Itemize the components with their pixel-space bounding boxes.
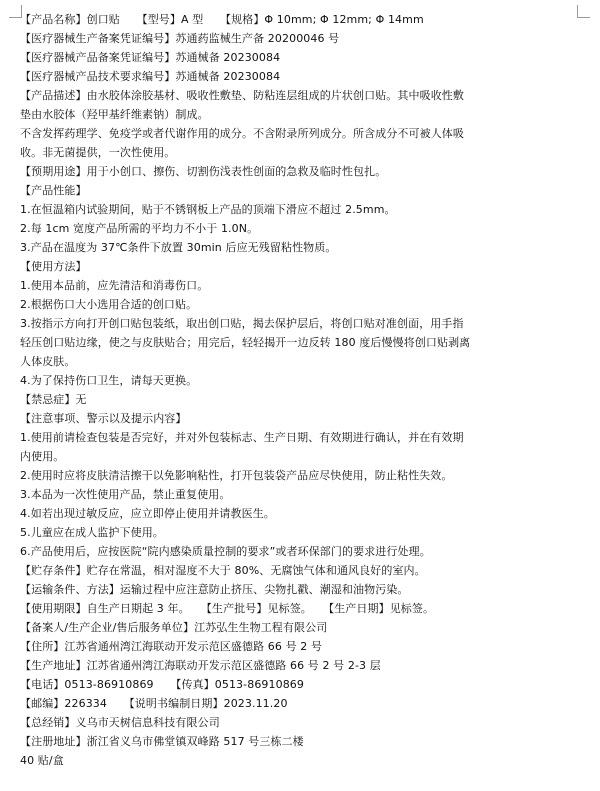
text-line: 1.使用本品前，应先清洁和消毒伤口。 — [20, 279, 209, 292]
text-line: 垫由水胶体（羟甲基纤维素钠）制成。 — [20, 108, 209, 121]
text-line: 【医疗器械产品技术要求编号】苏通械备 20230084 — [20, 70, 281, 83]
text-line: 【邮编】226334 【说明书编制日期】2023.11.20 — [20, 697, 288, 710]
text-line: 内使用。 — [20, 450, 65, 463]
text-line: 【使用期限】自生产日期起 3 年。 【生产批号】见标签。 【生产日期】见标签。 — [20, 602, 435, 615]
text-line: 【注意事项、警示以及提示内容】 — [20, 412, 187, 425]
text-line: 【医疗器械产品备案凭证编号】苏通械备 20230084 — [20, 51, 281, 64]
text-line: 【贮存条件】贮存在常温，相对湿度不大于 80%、无腐蚀气体和通风良好的室内。 — [20, 564, 426, 577]
text-line: 【产品描述】由水胶体涂胶基材、吸收性敷垫、防粘连层组成的片状创口贴。其中吸收性敷 — [20, 89, 464, 102]
text-line: 【产品性能】 — [20, 184, 87, 197]
document-body — [20, 10, 580, 770]
text-line: 5.儿童应在成人监护下使用。 — [20, 526, 164, 539]
text-line: 【禁忌症】无 — [20, 393, 87, 406]
text-line: 【注册地址】浙江省义乌市佛堂镇双峰路 517 号三栋二楼 — [20, 735, 304, 748]
text-line: 【使用方法】 — [20, 260, 87, 273]
text-line: 2.使用时应将皮肤清洁擦干以免影响粘性，打开包装袋产品应尽快使用，防止粘性失效。 — [20, 469, 453, 482]
text-line: 2.根据伤口大小选用合适的创口贴。 — [20, 298, 198, 311]
text-line: 1.在恒温箱内试验期间，贴于不锈钢板上产品的顶端下滑应不超过 2.5mm。 — [20, 203, 396, 216]
text-line: 不含发挥药理学、免疫学或者代谢作用的成分。不含附录所列成分。所含成分不可被人体吸 — [20, 127, 464, 140]
text-line: 3.本品为一次性使用产品，禁止重复使用。 — [20, 488, 231, 501]
text-line: 3.按指示方向打开创口贴包装纸，取出创口贴，揭去保护层后，将创口贴对准创面，用手指 — [20, 317, 464, 330]
text-line: 人体皮肤。 — [20, 355, 76, 368]
text-line: 3.产品在温度为 37℃条件下放置 30min 后应无残留粘性物质。 — [20, 241, 337, 254]
text-line: 4.如若出现过敏反应，应立即停止使用并请教医生。 — [20, 507, 275, 520]
text-line: 2.每 1cm 宽度产品所需的平均力不小于 1.0N。 — [20, 222, 259, 235]
text-line: 【生产地址】江苏省通州湾江海联动开发示范区盛德路 66 号 2 号 2-3 层 — [20, 659, 381, 672]
text-line: 收。非无菌提供，一次性使用。 — [20, 146, 176, 159]
text-line: 【总经销】义乌市天树信息科技有限公司 — [20, 716, 220, 729]
text-line: 【医疗器械生产备案凭证编号】苏通药监械生产备 20200046 号 — [20, 32, 340, 45]
text-line: 【预期用途】用于小创口、擦伤、切割伤浅表性创面的急救及临时性包扎。 — [20, 165, 387, 178]
text-line: 6.产品使用后，应按医院“院内感染质量控制的要求”或者环保部门的要求进行处理。 — [20, 545, 431, 558]
text-line: 【运输条件、方法】运输过程中应注意防止挤压、尖物扎戳、潮湿和油物污染。 — [20, 583, 409, 596]
text-line: 4.为了保持伤口卫生，请每天更换。 — [20, 374, 198, 387]
text-line: 【电话】0513-86910869 【传真】0513-86910869 — [20, 678, 305, 691]
text-line: 【备案人/生产企业/售后服务单位】江苏弘生生物工程有限公司 — [20, 621, 328, 634]
text-line: 轻压创口贴边缘，使之与皮肤贴合；用完后，轻轻揭开一边反转 180 度后慢慢将创口贴剥离 — [20, 336, 471, 349]
text-line: 1.使用前请检查包装是否完好，并对外包装标志、生产日期、有效期进行确认，并在有效期 — [20, 431, 464, 444]
text-line: 40 贴/盒 — [20, 754, 64, 767]
text-line: 【住所】江苏省通州湾江海联动开发示范区盛德路 66 号 2 号 — [20, 640, 323, 653]
text-line: 【产品名称】创口贴 【型号】A 型 【规格】Φ 10mm; Φ 12mm; Φ 14mm — [20, 13, 424, 26]
